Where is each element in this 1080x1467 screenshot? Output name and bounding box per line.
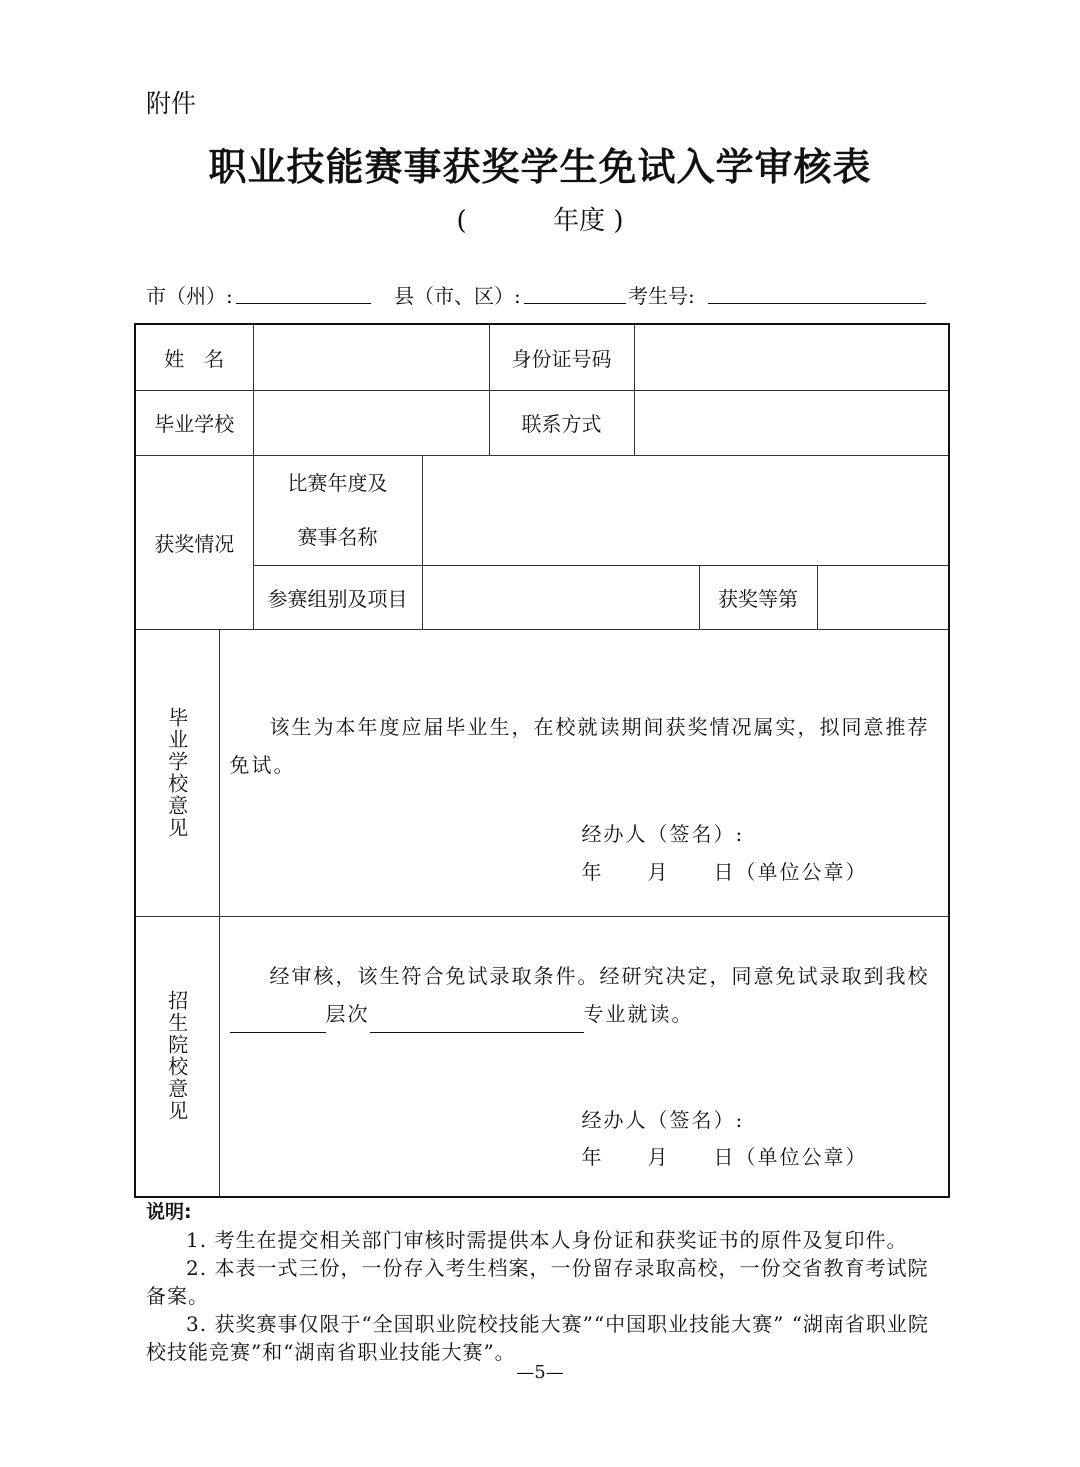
page-title: 职业技能赛事获奖学生免试入学审核表 <box>208 144 872 189</box>
admit-level-field[interactable] <box>230 1012 326 1033</box>
event-field[interactable] <box>422 455 949 565</box>
school-field[interactable] <box>253 390 489 455</box>
school-opinion-label: 毕业学校意见 <box>135 629 219 916</box>
school-opinion-text: 该生为本年度应届毕业生，在校就读期间获奖情况属实，拟同意推荐免试。 <box>229 714 930 777</box>
award-label: 获奖情况 <box>135 455 253 629</box>
exam-no-label: 考生号: <box>628 284 695 308</box>
year-line <box>0 200 1080 237</box>
id-field[interactable] <box>634 324 949 390</box>
rank-label: 获奖等第 <box>699 565 817 629</box>
contact-label: 联系方式 <box>489 390 634 455</box>
group-field[interactable] <box>422 565 699 629</box>
name-field[interactable] <box>253 324 489 390</box>
school-opinion-cell[interactable] <box>219 629 949 916</box>
id-label: 身份证号码 <box>489 324 634 390</box>
city-label: 市（州）: <box>146 284 233 308</box>
college-opinion-signer: 经办人（签名）: <box>581 1107 745 1132</box>
notes-heading: 说明: <box>146 1201 192 1223</box>
county-field[interactable] <box>524 303 626 304</box>
school-opinion-signer: 经办人（签名）: <box>581 821 745 846</box>
year-open-paren: ( <box>456 206 467 236</box>
page-number: —5— <box>516 1362 564 1383</box>
college-opinion-text: 经审核，该生符合免试录取条件。经研究决定，同意免试录取到我校层次 专业就读。 <box>230 957 939 1033</box>
college-opinion-label: 招生院校意见 <box>135 916 219 1197</box>
school-opinion-date: 年 月 日（单位公章） <box>581 859 868 884</box>
contact-field[interactable] <box>634 390 949 455</box>
name-label: 姓 名 <box>135 324 253 390</box>
note-item: 2. 本表一式三份，一份存入考生档案，一份留存录取高校，一份交省教育考试院备案。 <box>146 1256 929 1308</box>
group-label: 参赛组别及项目 <box>253 565 422 629</box>
year-close-paren: ) <box>613 206 624 236</box>
note-item: 1. 考生在提交相关部门审核时需提供本人身份证和获奖证书的原件及复印件。 <box>186 1228 908 1252</box>
exam-no-field[interactable] <box>708 303 926 304</box>
header-fields <box>146 276 936 310</box>
county-label: 县（市、区）: <box>394 284 521 308</box>
city-field[interactable] <box>236 303 371 304</box>
review-form-table <box>134 323 950 1198</box>
college-opinion-date: 年 月 日（单位公章） <box>581 1144 868 1169</box>
college-opinion-cell[interactable] <box>219 916 949 1197</box>
rank-field[interactable] <box>817 565 949 629</box>
school-label: 毕业学校 <box>135 390 253 455</box>
year-label: 年度 <box>553 206 606 236</box>
notes-section <box>146 1198 946 1366</box>
event-label: 比赛年度及 赛事名称 <box>253 455 422 565</box>
note-item: 3. 获奖赛事仅限于“全国职业院校技能大赛”“中国职业技能大赛” “湖南省职业院校技能竞赛”和“湖南省职业技能大赛”。 <box>146 1312 929 1364</box>
admit-major-field[interactable] <box>370 1012 584 1033</box>
attachment-label: 附件 <box>146 89 197 118</box>
